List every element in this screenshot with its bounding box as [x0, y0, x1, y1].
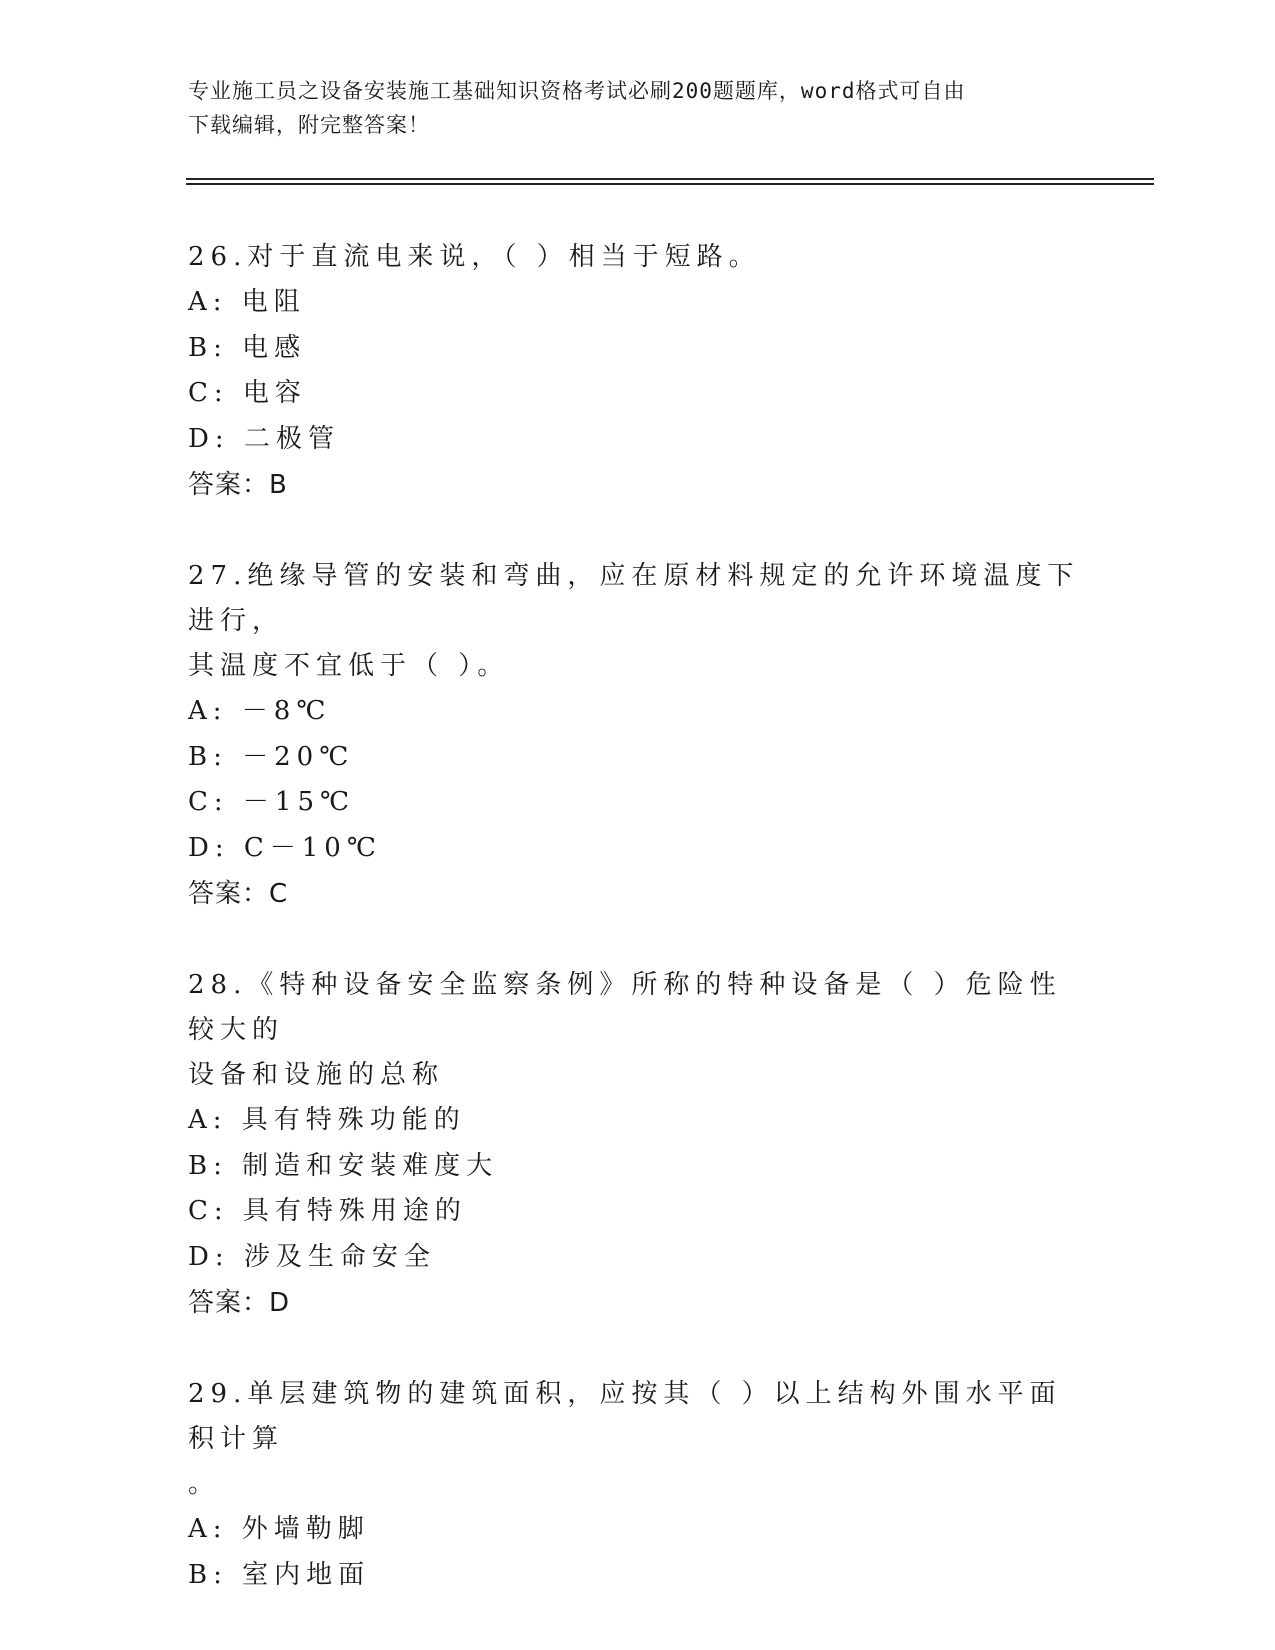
question-text-line-2: 。: [188, 1469, 221, 1499]
answer: 答案：B: [188, 470, 288, 500]
question-27: [188, 554, 1088, 917]
option-b: B: 电感: [188, 332, 307, 363]
option-d: D: C－10℃: [188, 832, 382, 863]
header-divider-bottom: [186, 183, 1154, 185]
question-text-line-1: 29.单层建筑物的建筑面积，应按其（ ）以上结构外围水平面积计算: [188, 1379, 1062, 1454]
question-29: [188, 1372, 1088, 1598]
question-text-line-1: 28.《特种设备安全监察条例》所称的特种设备是（ ）危险性较大的: [188, 970, 1062, 1045]
option-a: A: －8℃: [188, 696, 332, 726]
question-list: [188, 235, 1088, 1644]
question-28: [188, 963, 1088, 1326]
question-text-line-2: 设备和设施的总称: [188, 1060, 445, 1090]
option-c: C: －15℃: [188, 787, 356, 817]
answer: 答案：C: [188, 879, 289, 909]
option-c: C: 具有特殊用途的: [188, 1196, 467, 1226]
question-text-line-1: 27.绝缘导管的安装和弯曲，应在原材料规定的允许环境温度下进行，: [188, 561, 1080, 636]
header-line-2: 下载编辑，附完整答案！: [188, 113, 430, 137]
option-a: A: 电阻: [188, 287, 306, 317]
answer: 答案：D: [188, 1288, 291, 1318]
option-d: D: 二极管: [188, 423, 340, 454]
document-header: [188, 74, 1088, 142]
question-text-line-2: 其温度不宜低于（ ）。: [188, 651, 510, 681]
question-text: 26.对于直流电来说，（ ）相当于短路。: [188, 242, 761, 272]
option-b: B: 制造和安装难度大: [188, 1150, 499, 1181]
option-d: D: 涉及生命安全: [188, 1241, 436, 1272]
option-a: A: 外墙勒脚: [188, 1514, 370, 1544]
option-b: B: 室内地面: [188, 1559, 371, 1590]
option-a: A: 具有特殊功能的: [188, 1105, 466, 1135]
header-divider-top: [186, 178, 1154, 180]
question-26: [188, 235, 1088, 508]
option-c: C: 电容: [188, 378, 307, 408]
option-b: B: －20℃: [188, 741, 355, 772]
header-line-1: 专业施工员之设备安装施工基础知识资格考试必刷200题题库，word格式可自由: [188, 79, 966, 103]
